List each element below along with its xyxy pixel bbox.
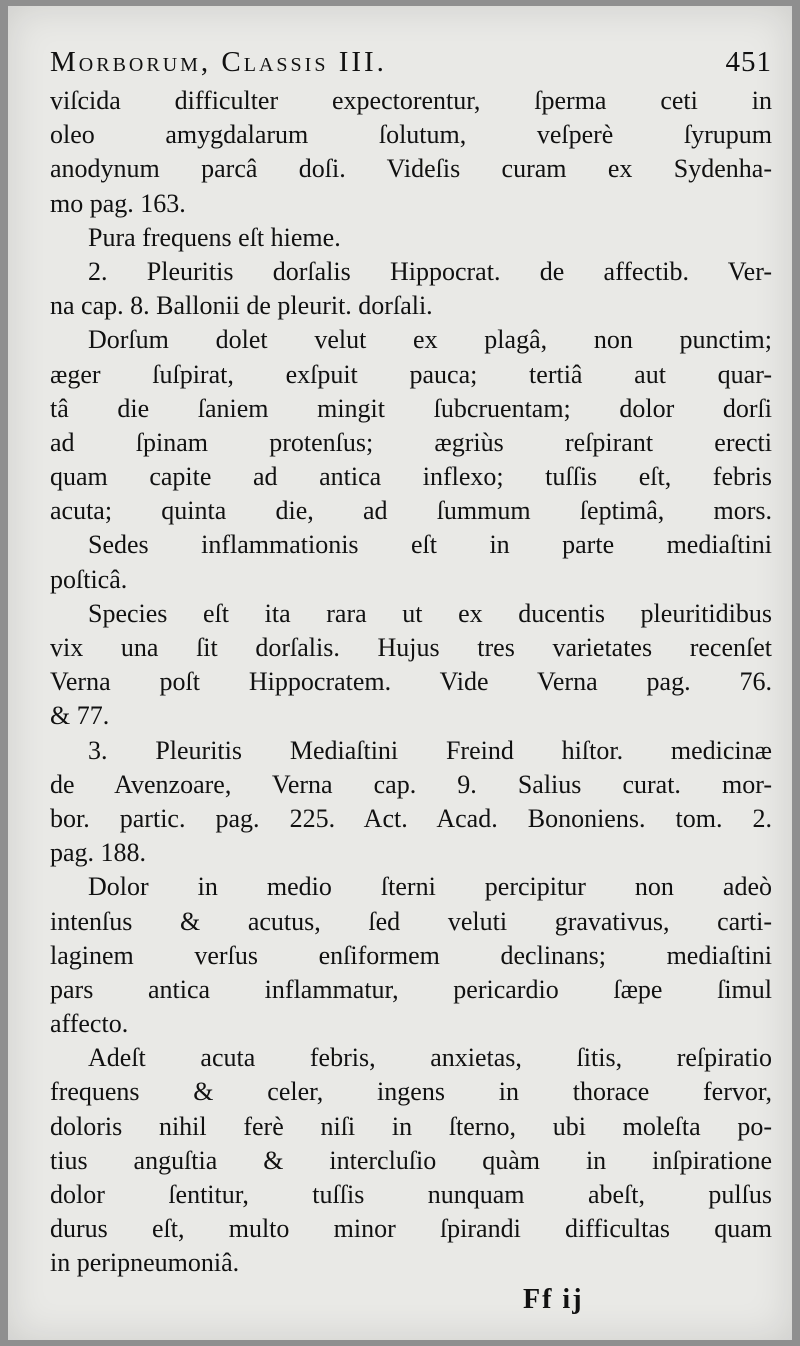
text-line: bor. partic. pag. 225. Act. Acad. Bononiens. tom. 2. — [50, 803, 772, 833]
text-line: 2. Pleuritis dorſalis Hippocrat. de affectib. Ver- — [88, 256, 772, 286]
running-header — [50, 40, 772, 84]
text-line: Dorſum dolet velut ex plagâ, non punctim; — [88, 325, 772, 355]
text-line: & 77. — [50, 701, 110, 731]
text-line: quam capite ad antica inflexo; tuſſis eſt, febris — [50, 462, 772, 492]
text-line: Species eſt ita rara ut ex ducentis pleuritidibus — [88, 598, 772, 628]
text-line: Pura frequens eſt hieme. — [88, 222, 341, 252]
text-line: Adeſt acuta febris, anxietas, ſitis, reſpiratio — [88, 1043, 772, 1073]
text-line: frequens & celer, ingens in thorace fervor, — [50, 1077, 772, 1107]
text-line: Dolor in medio ſterni percipitur non adeò — [88, 872, 772, 902]
text-line: laginem verſus enſiformem declinans; mediaſtini — [50, 940, 772, 970]
text-line: oleo amygdalarum ſolutum, veſperè ſyrupum — [50, 120, 772, 150]
text-line: Verna poſt Hippocratem. Vide Verna pag. 76. — [50, 667, 772, 697]
text-line: dolor ſentitur, tuſſis nunquam abeſt, pulſus — [50, 1180, 772, 1209]
running-title: Morborum, Classis III. — [50, 46, 387, 78]
text-line: pars antica inflammatur, pericardio ſæpe ſimul — [50, 974, 772, 1004]
signature-mark: Ff ij — [523, 1284, 584, 1315]
text-line: æger ſuſpirat, exſpuit pauca; tertiâ aut quar- — [50, 359, 772, 389]
text-line: Sedes inflammationis eſt in parte mediaſtini — [88, 530, 772, 560]
text-line: mo pag. 163. — [50, 188, 186, 218]
text-line: acuta; quinta die, ad ſummum ſeptimâ, mors. — [50, 496, 772, 526]
book-page — [8, 6, 792, 1340]
text-line: 3. Pleuritis Mediaſtini Freind hiſtor. medicinæ — [88, 735, 772, 765]
text-line: pag. 188. — [50, 838, 147, 868]
text-line: durus eſt, multo minor ſpirandi difficultas quam — [50, 1214, 772, 1244]
text-line: in peripneumoniâ. — [50, 1248, 240, 1278]
page-text — [50, 40, 772, 1281]
body-text — [50, 84, 772, 1281]
text-line: na cap. 8. Ballonii de pleurit. dorſali. — [50, 291, 433, 321]
text-line: tâ die ſaniem mingit ſubcruentam; dolor dorſi — [50, 393, 772, 423]
text-line: vix una ſit dorſalis. Hujus tres varietates recenſet — [50, 633, 772, 662]
text-line: doloris nihil ferè niſi in ſterno, ubi moleſta po- — [50, 1111, 772, 1141]
page-number: 451 — [725, 46, 772, 78]
text-line: de Avenzoare, Verna cap. 9. Salius curat. mor- — [50, 769, 772, 799]
text-line: affecto. — [50, 1009, 129, 1039]
text-line: tius anguſtia & intercluſio quàm in inſpiratione — [50, 1145, 772, 1175]
text-line: anodynum parcâ doſi. Videſis curam ex Sydenha- — [50, 154, 772, 184]
text-line: viſcida difficulter expectorentur, ſperma ceti in — [50, 86, 772, 115]
text-line: poſticâ. — [50, 564, 128, 594]
text-line: ad ſpinam protenſus; ægriùs reſpirant erecti — [50, 427, 772, 457]
text-line: intenſus & acutus, ſed veluti gravativus, carti- — [50, 906, 772, 936]
